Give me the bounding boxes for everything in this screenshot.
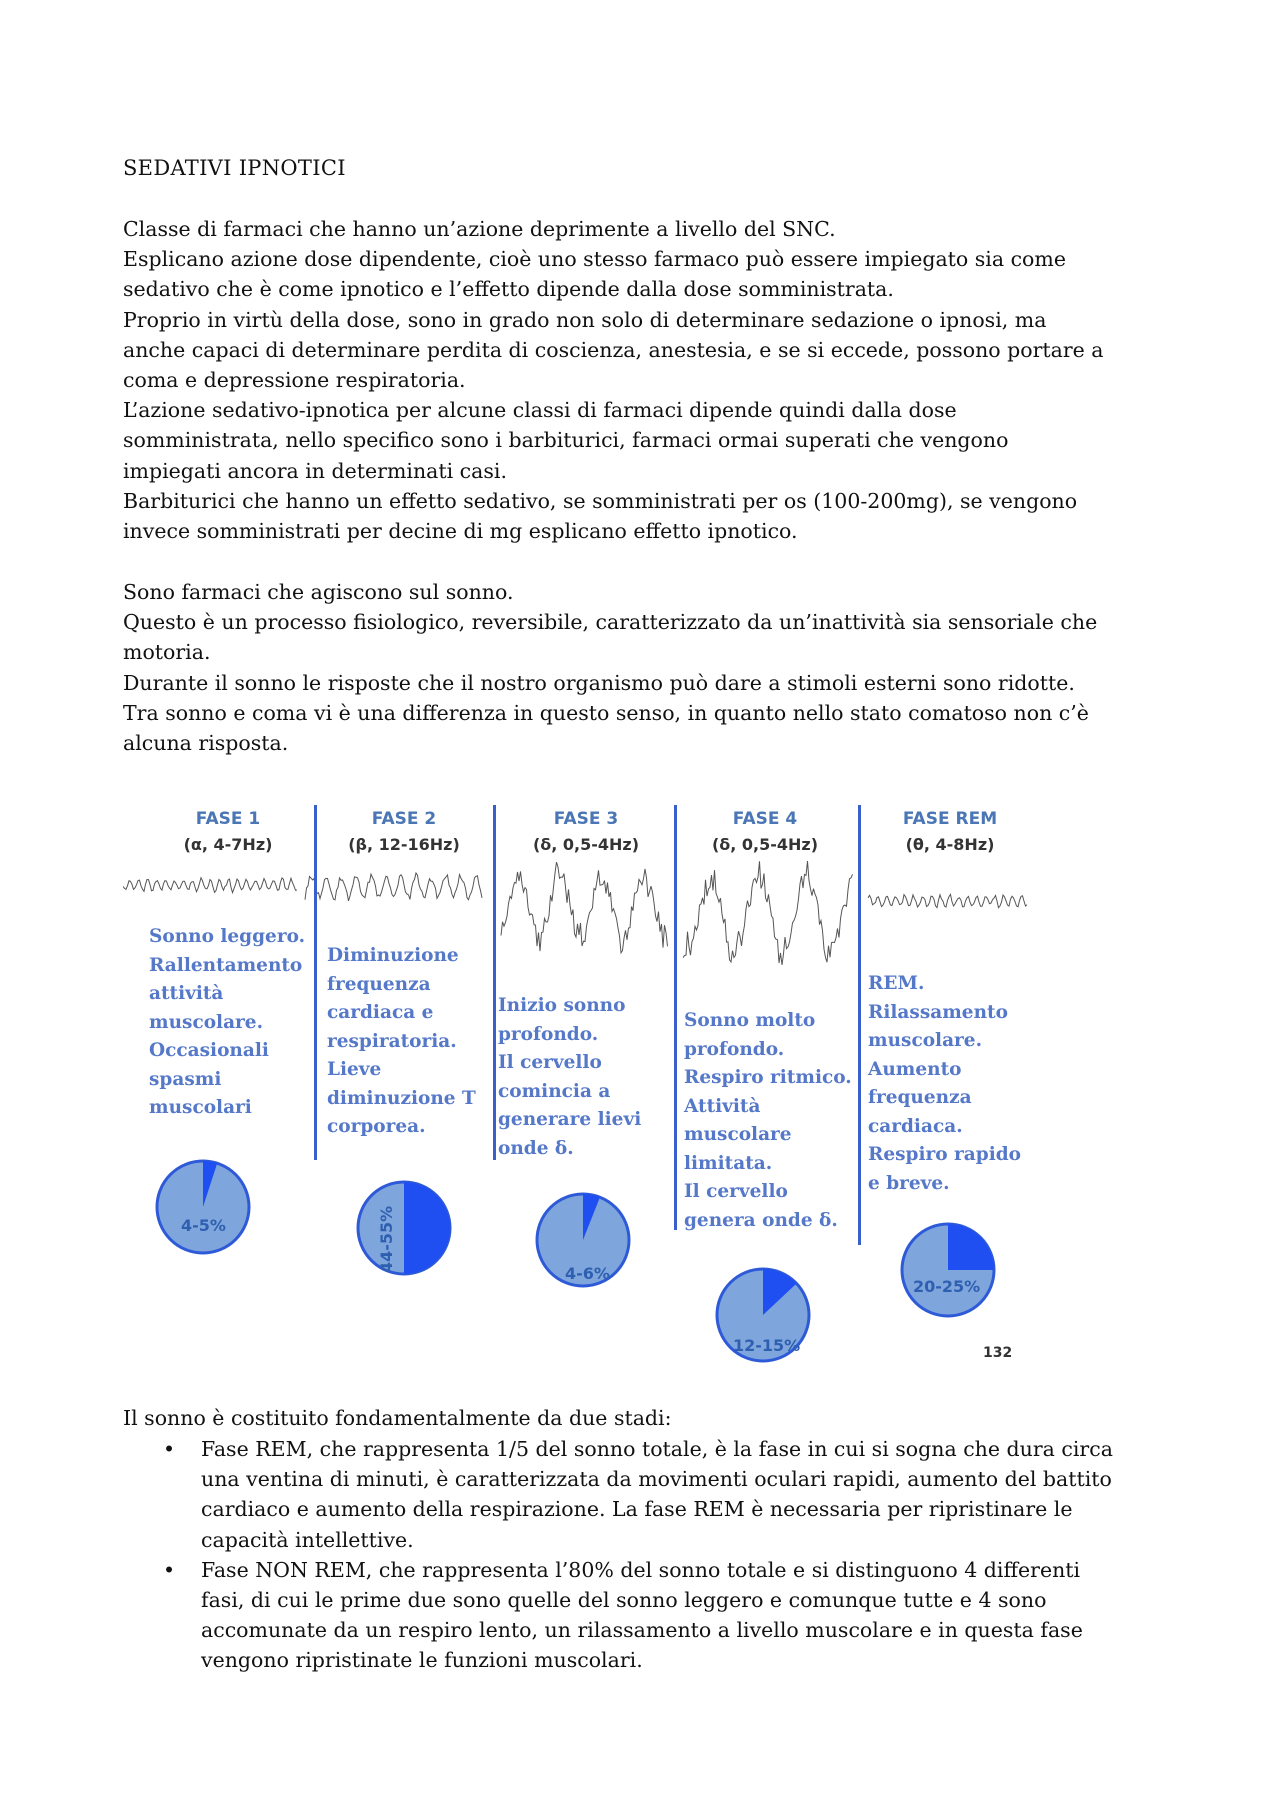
phase-title: FASE 1 [195, 809, 261, 829]
desc-line: generare lievi [498, 1109, 642, 1130]
eeg-segment [305, 873, 482, 901]
phase-1-description [149, 923, 305, 1123]
text-line: coma e depressione respiratoria. [123, 368, 466, 393]
desc-line: Respiro ritmico. [684, 1067, 852, 1088]
phase-2-pie [354, 1178, 464, 1288]
phase-title: FASE 2 [371, 809, 437, 829]
phase-4-header [690, 806, 840, 858]
text-line: alcuna risposta. [123, 731, 289, 756]
desc-line: genera onde δ. [684, 1209, 838, 1231]
stages-intro [123, 1403, 1173, 1433]
desc-line: Rilassamento [868, 1001, 1008, 1023]
text-line: impiegati ancora in determinati casi. [123, 458, 507, 483]
desc-line: REM. [868, 973, 925, 994]
phase-3-description [498, 992, 641, 1163]
desc-line: profondo. [498, 1023, 599, 1045]
desc-line: Occasionali [149, 1040, 269, 1061]
desc-line: corporea. [327, 1116, 426, 1137]
text-line: Sono farmaci che agiscono sul sonno. [123, 580, 514, 604]
phase-divider [858, 805, 861, 1245]
pie-label: 4-6% [565, 1264, 610, 1283]
phase-divider [493, 805, 496, 1160]
text-line: Barbiturici che hanno un effetto sedativo, se somministrati per os (100-200mg), se vengono [123, 488, 1078, 513]
desc-line: muscolare. [868, 1030, 983, 1051]
phase-1-pie [153, 1157, 263, 1267]
page-title: SEDATIVI IPNOTICI [123, 156, 346, 180]
desc-line: limitata. [684, 1152, 773, 1174]
desc-line: muscolari [149, 1097, 252, 1118]
list-line: Fase NON REM, che rappresenta l’80% del sonno totale e si distinguono 4 differenti [201, 1557, 1081, 1582]
desc-line: Sonno leggero. [149, 926, 306, 947]
sleep-phases-figure [123, 795, 1043, 1370]
desc-line: Aumento [868, 1058, 962, 1080]
phase-rem-description [868, 970, 1021, 1198]
text-line: motoria. [123, 640, 211, 665]
desc-line: muscolare [684, 1124, 792, 1145]
phase-frequency: (α, 4-7Hz) [183, 835, 273, 854]
desc-line: onde δ. [498, 1137, 574, 1159]
list-line: fasi, di cui le prime due sono quelle del sonno leggero e comunque tutte e 4 sono [201, 1588, 1047, 1613]
desc-line: frequenza [868, 1087, 972, 1108]
pie-label: 4-5% [181, 1216, 226, 1235]
intro-paragraph [123, 214, 1173, 546]
desc-line: diminuzione T [327, 1087, 476, 1109]
text-line: Tra sonno e coma vi è una differenza in questo senso, in quanto nello stato comatoso non c’è [123, 700, 1089, 725]
list-item [123, 1434, 1183, 1555]
text-line: Durante il sonno le risposte che il nostro organismo può dare a stimoli esterni sono ridotte. [123, 670, 1075, 695]
phase-divider [674, 805, 677, 1230]
desc-line: spasmi [149, 1068, 222, 1090]
text-line: somministrata, nello specifico sono i barbiturici, farmaci ormai superati che vengono [123, 428, 1009, 453]
pie-slice [404, 1182, 450, 1274]
phase-title: FASE 4 [732, 809, 798, 829]
desc-line: muscolare. [149, 1011, 264, 1033]
desc-line: Sonno molto [684, 1010, 816, 1031]
eeg-segment [501, 862, 668, 953]
text-line: sedativo che è come ipnotico e l’effetto dipende dalla dose somministrata. [123, 277, 894, 302]
phase-rem-pie [898, 1220, 1008, 1330]
phase-4-pie [713, 1265, 823, 1375]
desc-line: Lieve [327, 1059, 382, 1080]
desc-line: Inizio sonno [498, 995, 626, 1016]
phase-frequency: (δ, 0,5-4Hz) [711, 835, 819, 854]
phase-divider [314, 805, 317, 1160]
text-line: Classe di farmaci che hanno un’azione deprimente a livello del SNC. [123, 217, 836, 241]
list-line: una ventina di minuti, è caratterizzata da movimenti oculari rapidi, aumento del battito [201, 1467, 1112, 1492]
list-line: capacità intellettive. [201, 1527, 414, 1552]
desc-line: Diminuzione [327, 945, 459, 966]
desc-line: attività [149, 983, 224, 1004]
text-line: Questo è un processo fisiologico, reversibile, caratterizzato da un’inattività sia sensoriale che [123, 610, 1098, 635]
pie-slice [948, 1224, 994, 1270]
eeg-segment [683, 861, 853, 965]
text-line: Il sonno è costituito fondamentalmente da due stadi: [123, 1406, 672, 1430]
list-line: vengono ripristinate le funzioni muscolari. [201, 1648, 643, 1673]
text-line: invece somministrati per decine di mg esplicano effetto ipnotico. [123, 519, 798, 544]
phase-2-header [329, 806, 479, 858]
desc-line: Il cervello [498, 1052, 602, 1073]
phase-title: FASE 3 [553, 809, 619, 829]
phase-3-pie [533, 1190, 643, 1300]
phase-3-header [511, 806, 661, 858]
phase-rem-header [875, 806, 1025, 858]
eeg-segment [868, 894, 1027, 907]
text-line: Proprio in virtù della dose, sono in grado non solo di determinare sedazione o ipnosi, ma [123, 307, 1047, 332]
pie-label: 12-15% [733, 1336, 801, 1355]
list-line: accomunate da un respiro lento, un rilassamento a livello muscolare e in questa fase [201, 1618, 1083, 1643]
desc-line: frequenza [327, 973, 431, 995]
desc-line: cardiaca. [868, 1115, 963, 1137]
desc-line: profondo. [684, 1038, 785, 1060]
bullet-marker: • [163, 1437, 176, 1461]
pie-label: 20-25% [913, 1277, 981, 1296]
phase-title: FASE REM [902, 809, 998, 829]
text-line: Esplicano azione dose dipendente, cioè uno stesso farmaco può essere impiegato sia come [123, 247, 1066, 272]
phase-2-description [327, 942, 476, 1142]
sleep-paragraph [123, 577, 1173, 758]
list-item [123, 1555, 1183, 1676]
text-line: L’azione sedativo-ipnotica per alcune classi di farmaci dipende quindi dalla dose [123, 398, 957, 423]
bullet-marker: • [163, 1557, 176, 1582]
desc-line: cardiaca e [327, 1002, 434, 1023]
list-line: Fase REM, che rappresenta 1/5 del sonno totale, è la fase in cui si sogna che dura circa [201, 1437, 1113, 1461]
desc-line: Respiro rapido [868, 1144, 1022, 1165]
figure-number: 132 [983, 1345, 1013, 1361]
desc-line: Rallentamento [149, 954, 303, 976]
phase-4-description [684, 1007, 852, 1235]
phase-frequency: (δ, 0,5-4Hz) [532, 835, 640, 854]
stages-list [123, 1434, 1183, 1676]
list-line: cardiaco e aumento della respirazione. La fase REM è necessaria per ripristinare le [201, 1497, 1073, 1522]
desc-line: comincia a [498, 1080, 611, 1102]
desc-line: e breve. [868, 1172, 950, 1194]
eeg-segment [123, 878, 297, 893]
pie-label: 44-55% [377, 1205, 396, 1273]
desc-line: Il cervello [684, 1181, 788, 1202]
phase-frequency: (θ, 4-8Hz) [905, 835, 995, 854]
desc-line: Attività [684, 1095, 761, 1117]
text-line: anche capaci di determinare perdita di coscienza, anestesia, e se si eccede, possono portare a [123, 337, 1104, 362]
phase-1-header [153, 806, 303, 858]
desc-line: respiratoria. [327, 1030, 457, 1052]
phase-frequency: (β, 12-16Hz) [348, 835, 460, 854]
